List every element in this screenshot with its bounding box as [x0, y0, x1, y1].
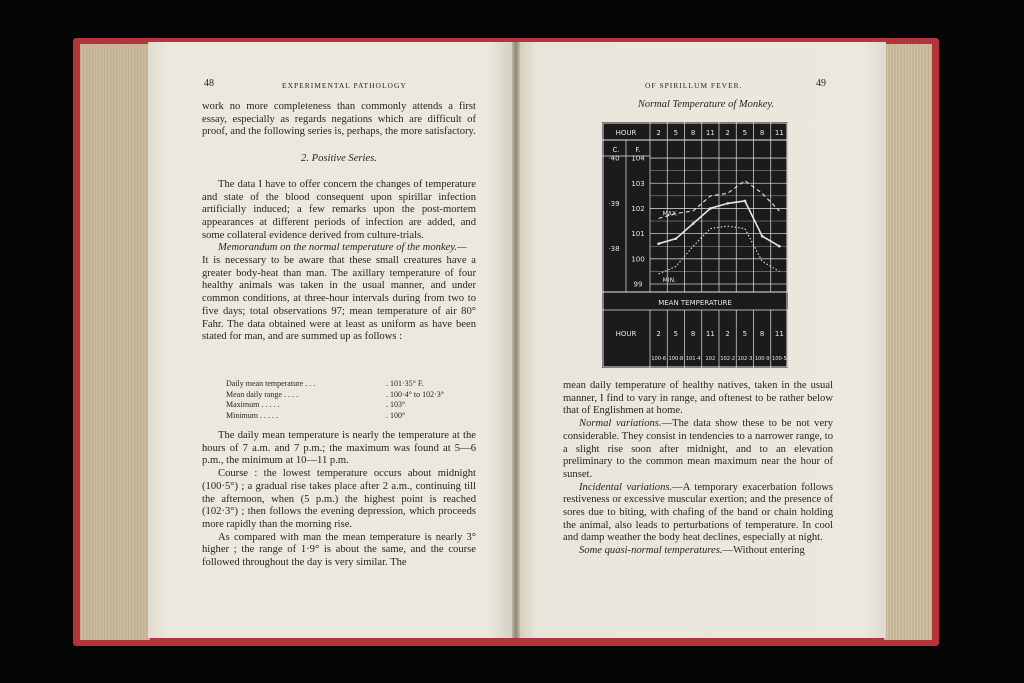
mean-point: [675, 237, 678, 240]
fahrenheit-tick: 99: [633, 280, 643, 289]
mean-value-label: 102·2: [720, 356, 736, 362]
left-para-6: As compared with man the mean temperature is nearly 3° higher ; the range of 1·9° is about the same, and the course followed throughout the day is very similar. The: [202, 531, 476, 569]
summary-row: [226, 390, 444, 401]
normal-heading: Normal variations.: [579, 418, 662, 430]
right-page-number: 49: [816, 78, 826, 89]
hour-tick-top: 5: [673, 129, 679, 137]
left-para-4: The daily mean temperature is nearly the temperature at the hours of 7 a.m. and 7 p.m.; the maximum was found at 5—6 p.m., the minimum at 10—11 p.m.: [202, 430, 476, 467]
hour-tick-bottom: 8: [690, 330, 696, 338]
summary-value: . 100°: [386, 410, 406, 420]
celsius-tick: ·40: [608, 154, 620, 163]
fahrenheit-tick: 101: [631, 230, 645, 239]
left-page: [148, 42, 515, 638]
hour-tick-bottom: 2: [725, 330, 730, 338]
max-annotation: MAX.: [662, 210, 678, 218]
summary-value: . 100·4° to 102·3°: [386, 389, 444, 399]
mean-point: [778, 245, 781, 248]
mean-point: [744, 200, 747, 203]
summary-label: Maximum . . . . .: [226, 400, 280, 409]
right-body: [563, 380, 833, 558]
mean-value-label: 100·5: [771, 356, 787, 362]
celsius-tick: ·39: [608, 199, 620, 208]
hour-tick-bottom: 8: [759, 330, 765, 338]
hour-label-top: HOUR: [615, 129, 637, 137]
left-para-5: Course : the lowest temperature occurs about midnight (100·5°) ; a gradual rise takes place after 2 a.m., continuing till the afternoon, when (5 p.m.) the highest point is reached (102·3°) ; then follows the evening depression, which proceeds more rapidly than the morning rise.: [202, 468, 476, 530]
summary-row: [226, 400, 444, 411]
mean-value-label: 102: [705, 356, 716, 362]
right-para-3: —A temporary exacerbation follows restiveness or excessive muscular exertion; and the presence of sores due to biting, with chafing of the band or chain holding the animal, also leads to perturbations of temperature. In cool and damp weather the body heat declines, especially at night.: [563, 481, 833, 544]
mean-value-label: 100·9: [754, 356, 770, 362]
temperature-chart: [602, 122, 788, 368]
hour-tick-top: 2: [725, 129, 730, 137]
book-gutter: [512, 42, 520, 638]
hour-label-bottom: HOUR: [615, 330, 637, 338]
fahrenheit-tick: 104: [631, 154, 645, 163]
summary-value: . 103°: [386, 400, 406, 409]
summary-label: Daily mean temperature . . .: [226, 379, 316, 388]
summary-label: Minimum . . . . .: [226, 410, 279, 420]
hour-tick-top: 8: [759, 129, 765, 137]
left-page-number: 48: [204, 78, 214, 89]
page-edges-right: [884, 44, 932, 640]
fahrenheit-tick: 100: [631, 255, 645, 264]
right-running-title: OF SPIRILLUM FEVER.: [645, 81, 743, 90]
summary-table: [226, 379, 444, 421]
hour-tick-bottom: 11: [774, 330, 784, 338]
fahrenheit-tick: 102: [631, 204, 645, 213]
hour-tick-top: 5: [742, 129, 748, 137]
mean-value-label: 101·4: [685, 356, 701, 362]
summary-row: [226, 379, 444, 390]
right-para-2: —The data show these to be not very considerable. They consist in tendencies to a narrower range, to a slight rise soon after midnight, and to an elevation preliminary to the common mean maximum near the hour of sunset.: [563, 418, 833, 480]
left-body-bottom: [202, 430, 476, 570]
hour-tick-bottom: 11: [705, 330, 715, 338]
hour-tick-top: 8: [690, 129, 696, 137]
fahrenheit-header: F.: [635, 146, 641, 154]
right-para-4: —Without entering: [722, 545, 805, 557]
hour-tick-top: 2: [656, 129, 661, 137]
celsius-tick: ·38: [608, 245, 620, 254]
left-para-2: The data I have to offer concern the changes of temperature and state of the blood consequent upon spirillar infection artificially induced; a few remarks upon the post-mortem appearances at different periods of infection are added, and some collateral evidence derived from culture-trials.: [202, 178, 476, 241]
min-annotation: MIN.: [662, 276, 676, 284]
summary-row: [226, 411, 444, 422]
mean-point: [761, 235, 764, 238]
right-page: [516, 42, 886, 638]
mean-point: [709, 207, 712, 210]
left-running-title: EXPERIMENTAL PATHOLOGY: [282, 81, 407, 90]
hour-tick-bottom: 2: [656, 330, 661, 338]
mean-point: [657, 242, 660, 245]
mean-value-label: 100·8: [668, 356, 684, 362]
fahrenheit-tick: 103: [631, 179, 645, 188]
mean-value-label: 100·6: [651, 356, 667, 362]
hour-tick-top: 11: [705, 129, 715, 137]
mean-point: [692, 222, 695, 225]
left-para-1: work no more completeness than commonly attends a first essay, especially as regards negations which are difficult of proof, and the following series is, perhaps, the more satisfactory.: [202, 101, 476, 138]
mean-point: [726, 202, 729, 205]
hour-tick-bottom: 5: [673, 330, 679, 338]
hour-tick-bottom: 5: [742, 330, 748, 338]
hour-tick-top: 11: [774, 129, 784, 137]
summary-label: Mean daily range . . . .: [226, 389, 298, 399]
left-para-3: It is necessary to be aware that these small creatures have a greater body-heat than man. The axillary temperature of four healthy animals was taken in the usual manner, and under common conditions, at three-hour intervals during from two to five days; total observations 97; mean temperature of air 80° Fahr. The data obtained were at least as uniform as have been stated for man, and are summed up as follows :: [202, 255, 476, 343]
quasi-heading: Some quasi-normal temperatures.: [579, 545, 723, 557]
memo-heading: Memorandum on the normal temperature of the monkey.—: [218, 242, 467, 254]
chart-caption: Normal Temperature of Monkey.: [637, 99, 775, 110]
celsius-header: C.: [612, 146, 620, 154]
section-heading: 2. Positive Series.: [301, 153, 377, 165]
right-para-1: mean daily temperature of healthy natives, taken in the usual manner, I find to vary in range, and oftenest to be rather below that of Englishmen at home.: [563, 380, 833, 417]
page-edges-left: [80, 44, 150, 640]
mean-value-label: 102·3: [737, 356, 753, 362]
left-body-top: [202, 101, 476, 344]
mean-temperature-title: MEAN TEMPERATURE: [658, 299, 732, 307]
incidental-heading: Incidental variations.: [579, 481, 673, 493]
summary-value: . 101·35° F.: [386, 379, 424, 388]
